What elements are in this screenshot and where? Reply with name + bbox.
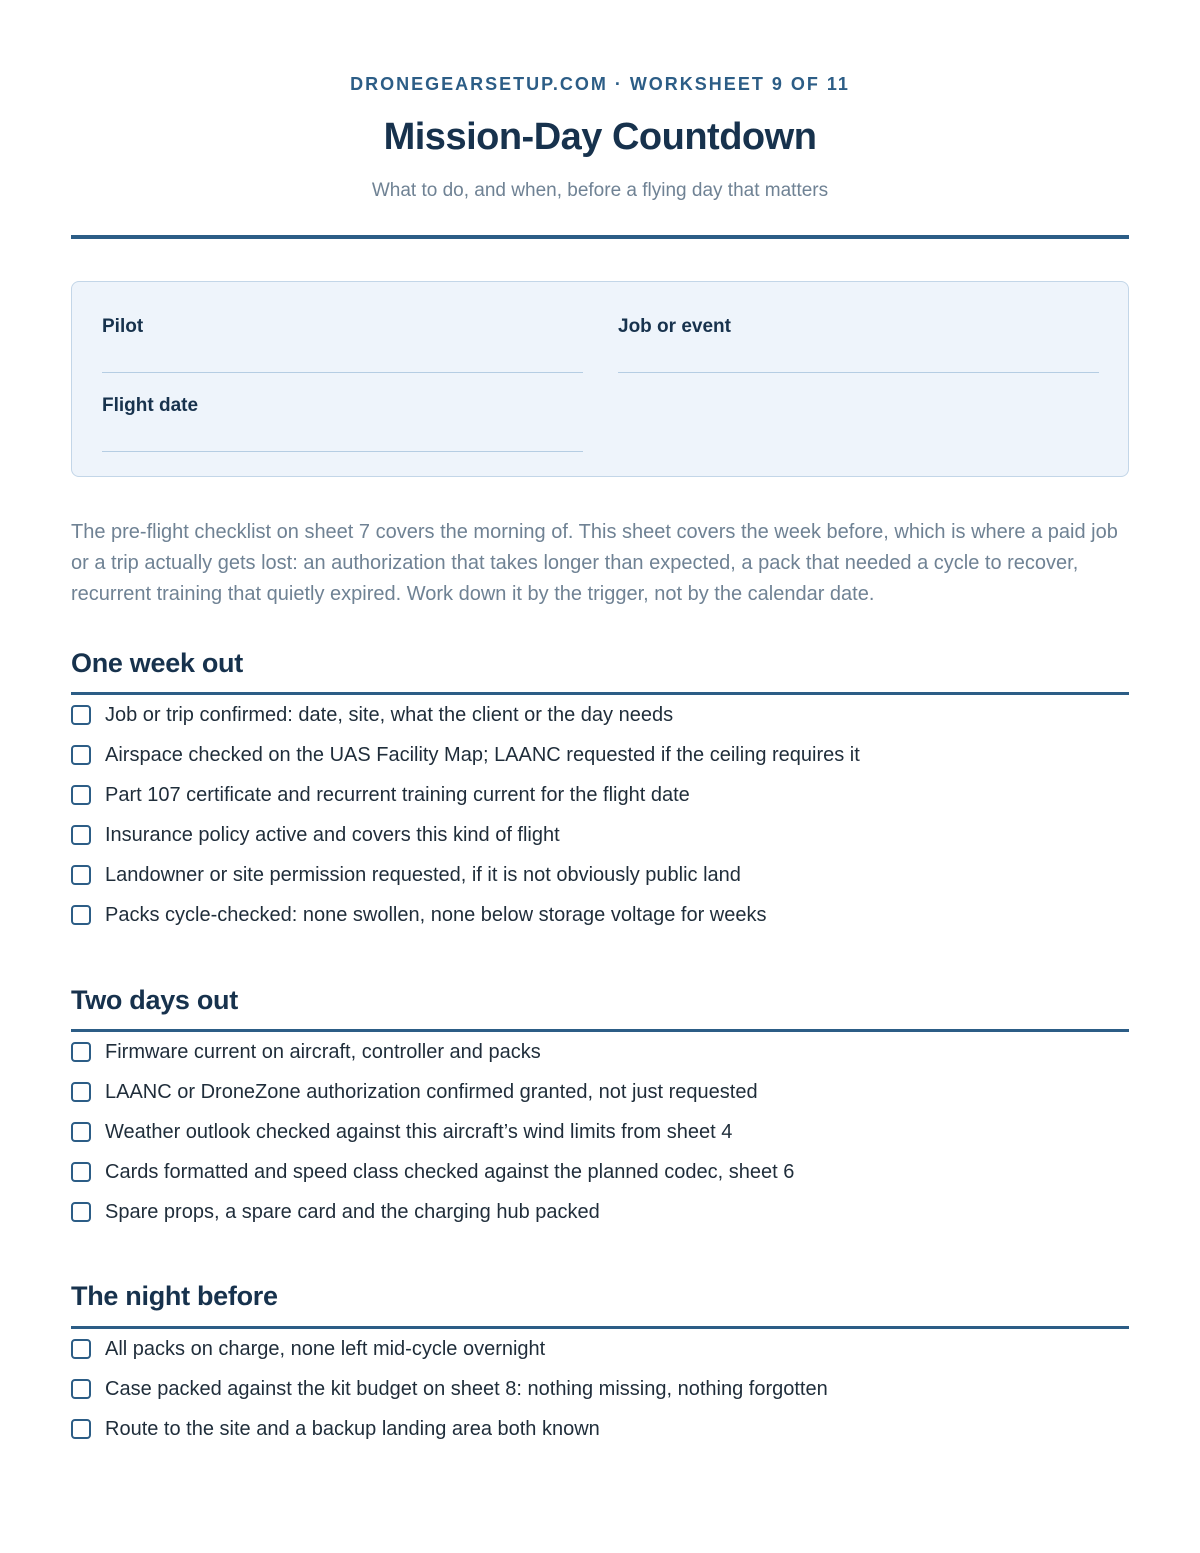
checklist-item-label: Airspace checked on the UAS Facility Map; LAANC requested if the ceiling requires it (105, 744, 860, 766)
checkbox[interactable] (71, 865, 91, 885)
section-divider (71, 1326, 1129, 1329)
checklist-item[interactable] (71, 904, 1129, 944)
job-or-event-field[interactable] (618, 316, 1099, 338)
page-title: Mission-Day Countdown (383, 116, 817, 158)
mission-info-box (71, 281, 1129, 477)
section-heading: Two days out (71, 985, 238, 1015)
section-one-week-out (71, 648, 1129, 944)
section-heading: One week out (71, 648, 243, 678)
section-divider (71, 692, 1129, 695)
checklist-item[interactable] (71, 864, 1129, 904)
checkbox[interactable] (71, 1202, 91, 1222)
checkbox[interactable] (71, 825, 91, 845)
pilot-input-line[interactable] (102, 372, 583, 373)
checklist-item[interactable] (71, 1161, 1129, 1201)
job-or-event-label: Job or event (618, 316, 731, 337)
job-or-event-input-line[interactable] (618, 372, 1099, 373)
checkbox[interactable] (71, 905, 91, 925)
section-heading: The night before (71, 1281, 278, 1311)
checklist-item-label: Spare props, a spare card and the charging hub packed (105, 1201, 600, 1223)
checklist-item[interactable] (71, 1081, 1129, 1121)
checklist-item-label: Firmware current on aircraft, controller and packs (105, 1041, 541, 1063)
section-two-days-out (71, 985, 1129, 1241)
pilot-label: Pilot (102, 316, 144, 337)
checkbox[interactable] (71, 1162, 91, 1182)
checkbox[interactable] (71, 1042, 91, 1062)
checkbox[interactable] (71, 1379, 91, 1399)
intro-paragraph: The pre-flight checklist on sheet 7 covers the morning of. This sheet covers the week before, which is where a paid job or a trip actually gets lost: an authorization that takes longer than expected, a pack that needed a cycle to recover, recurrent training that quietly expired. Work down it by the trigger, not by the calendar date. (71, 521, 1118, 605)
checklist-item[interactable] (71, 784, 1129, 824)
checklist-item-label: All packs on charge, none left mid-cycle overnight (105, 1338, 546, 1360)
checkbox[interactable] (71, 1122, 91, 1142)
checklist-item-label: Cards formatted and speed class checked against the planned codec, sheet 6 (105, 1161, 795, 1183)
checklist-item-label: Case packed against the kit budget on sheet 8: nothing missing, nothing forgotten (105, 1378, 828, 1400)
checkbox[interactable] (71, 785, 91, 805)
checklist-item[interactable] (71, 824, 1129, 864)
checkbox[interactable] (71, 1419, 91, 1439)
checkbox[interactable] (71, 1339, 91, 1359)
checklist-item-label: Job or trip confirmed: date, site, what the client or the day needs (105, 704, 674, 726)
checklist-item[interactable] (71, 744, 1129, 784)
checkbox[interactable] (71, 1082, 91, 1102)
page-subtitle: What to do, and when, before a flying day that matters (371, 180, 829, 201)
checklist-item-label: Part 107 certificate and recurrent training current for the flight date (105, 784, 690, 806)
checklist-item[interactable] (71, 1041, 1129, 1081)
section-the-night-before (71, 1281, 1129, 1458)
checklist-item-label: Route to the site and a backup landing area both known (105, 1418, 600, 1440)
checklist-item-label: Weather outlook checked against this aircraft’s wind limits from sheet 4 (105, 1121, 733, 1143)
checkbox[interactable] (71, 745, 91, 765)
header-divider (71, 235, 1129, 239)
checklist-item[interactable] (71, 1338, 1129, 1378)
checklist-item-label: Landowner or site permission requested, if it is not obviously public land (105, 864, 741, 886)
flight-date-input-line[interactable] (102, 451, 583, 452)
worksheet-eyebrow: DRONEGEARSETUP.COM · WORKSHEET 9 OF 11 (350, 74, 850, 94)
checklist-item[interactable] (71, 704, 1129, 744)
flight-date-field[interactable] (102, 395, 583, 417)
checklist-item[interactable] (71, 1418, 1129, 1458)
section-divider (71, 1029, 1129, 1032)
checklist-item-label: Packs cycle-checked: none swollen, none below storage voltage for weeks (105, 904, 767, 926)
checklist-item-label: LAANC or DroneZone authorization confirmed granted, not just requested (105, 1081, 758, 1103)
checklist-item[interactable] (71, 1121, 1129, 1161)
checklist-item-label: Insurance policy active and covers this kind of flight (105, 824, 560, 846)
checklist-item[interactable] (71, 1378, 1129, 1418)
checkbox[interactable] (71, 705, 91, 725)
flight-date-label: Flight date (102, 395, 199, 416)
pilot-field[interactable] (102, 316, 583, 338)
checklist-item[interactable] (71, 1201, 1129, 1241)
